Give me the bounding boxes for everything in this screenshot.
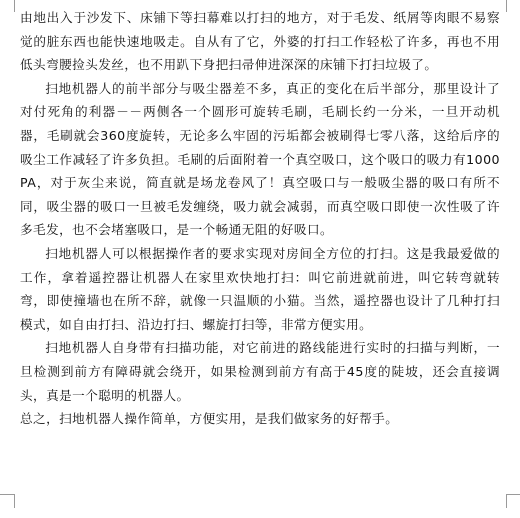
- document-body[interactable]: [20, 6, 500, 431]
- paragraph-remote-control: 扫地机器人可以根据操作者的要求实现对房间全方位的打扫。这是我最爱做的工作，拿着遥控器让机器人在家里欢快地打扫：叫它前进就前进，叫它转弯就转弯，即使撞墙也在所不辞，就像一只温顺的小猫。当然，遥控器也设计了几种打扫模式，如自由打扫、沿边打扫、螺旋打扫等，非常方便实用。: [20, 245, 500, 332]
- paragraph-continuation: 由地出入于沙发下、床铺下等扫幕难以打扫的地方，对于毛发、纸屑等肉眼不易察觉的脏东西也能快速地吸走。自从有了它，外婆的打扫工作轻松了许多，再也不用低头弯腰捡头发丝，也不用趴下身把扫帚伸进深深的床铺下打扫垃圾了。: [20, 10, 500, 73]
- crop-mark-bottom-right-vertical: [506, 494, 507, 508]
- crop-mark-bottom-left-vertical: [14, 494, 15, 508]
- paragraph-scanning: 扫地机器人自身带有扫描功能，对它前进的路线能进行实时的扫描与判断，一旦检测到前方有障碍就会绕开，如果检测到前方有高于45度的陡坡，还会直接调头，真是一个聪明的机器人。: [20, 340, 500, 403]
- crop-mark-bottom-right-horizontal: [506, 494, 520, 495]
- crop-mark-top-left: [14, 0, 15, 12]
- paragraph-conclusion: 总之，扫地机器人操作简单，方便实用，是我们做家务的好帮手。: [20, 411, 399, 427]
- paragraph-design: 扫地机器人的前半部分与吸尘器差不多，真正的变化在后半部分，那里设计了对付死角的利器－－两侧各一个圆形可旋转毛刷，毛刷长约一分米，一旦开动机器，毛刷就会360度旋转，无论多么牢固的污垢都会被刷得七零八落，这给后序的吸尘工作减轻了许多负担。毛刷的后面附着一个真空吸口，这个吸口的吸力有1000PA，对于灰尘来说，简直就是场龙卷风了！真空吸口与一般吸尘器的吸口有所不同，吸尘器的吸口一旦被毛发缠绕，吸力就会减弱，而真空吸口即使一次性吸了许多毛发，也不会堵塞吸口，是一个畅通无阻的好吸口。: [20, 80, 500, 238]
- crop-mark-bottom-left-horizontal: [0, 494, 14, 495]
- crop-mark-top-right: [506, 0, 507, 12]
